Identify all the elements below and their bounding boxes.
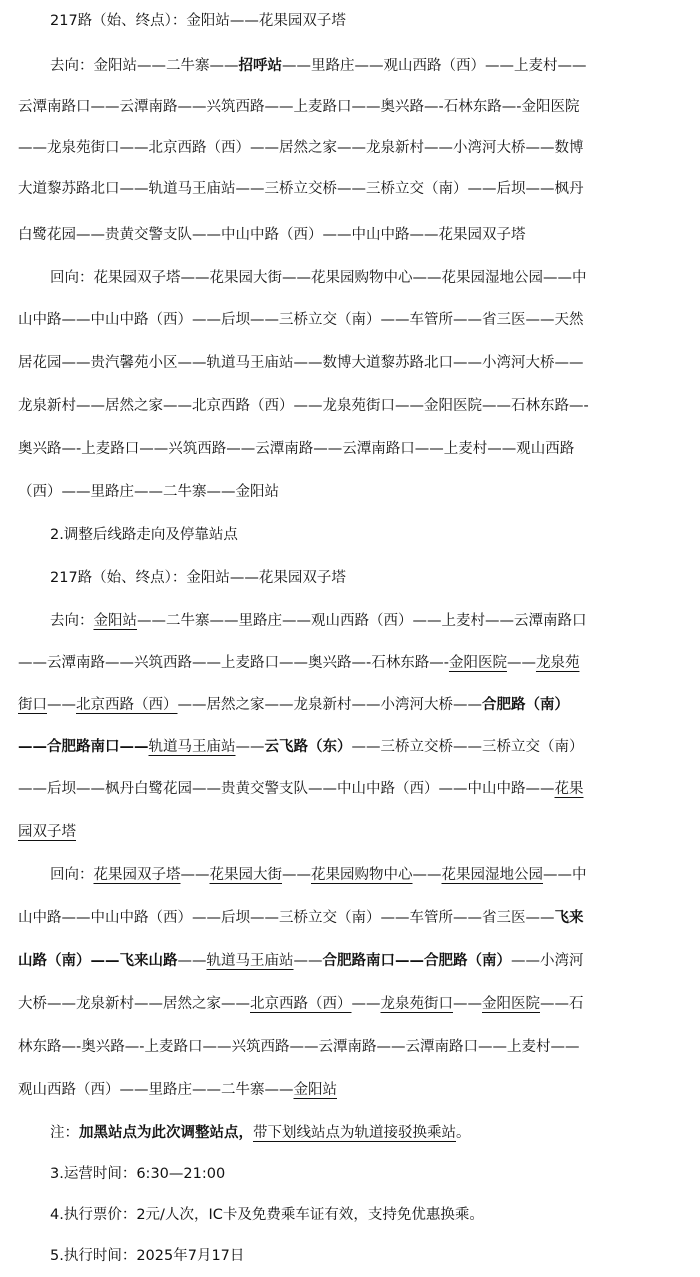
rail-transfer-stop: 花果园双子塔 xyxy=(93,867,181,883)
rail-transfer-stop: 园双子塔 xyxy=(18,824,76,840)
rail-transfer-stop: 街口 xyxy=(18,697,47,713)
after-route-title: 217路（始、终点）：金阳站——花果园双子塔 xyxy=(50,570,346,586)
after-return-line-3: 山路（南）——飞来山路——轨道马王庙站——合肥路南口——合肥路（南）——小湾河 xyxy=(18,953,584,969)
rail-transfer-stop: 金阳站 xyxy=(93,613,137,629)
after-return-line-4: 大桥——龙泉新村——居然之家——北京西路（西）——龙泉苑街口——金阳医院——石 xyxy=(18,996,584,1012)
rail-transfer-stop: 金阳站 xyxy=(293,1082,337,1098)
before-outbound-line-4: 大道黎苏路北口——轨道马王庙站——三桥立交桥——三桥立交（南）——后坝——枫丹 xyxy=(18,181,584,197)
rail-transfer-stop: 花果园大街 xyxy=(209,867,282,883)
before-outbound-line-5: 白鹭花园——贵黄交警支队——中山中路（西）——中山中路——花果园双子塔 xyxy=(18,227,526,243)
adjusted-stop: 合肥路（南） xyxy=(482,697,569,713)
before-return-line-5: 奥兴路—-上麦路口——兴筑西路——云潭南路——云潭南路口——上麦村——观山西路 xyxy=(18,441,575,457)
after-return-line-5: 林东路—-奥兴路—-上麦路口——兴筑西路——云潭南路——云潭南路口——上麦村—— xyxy=(18,1039,580,1055)
adjusted-stop: 合肥路南口——合肥路（南） xyxy=(322,953,511,969)
fare-info: 4.执行票价：2元/人次，IC卡及免费乘车证有效，支持免优惠换乘。 xyxy=(50,1207,484,1223)
legend-bold-explanation: 加黑站点为此次调整站点， xyxy=(79,1125,253,1141)
rail-transfer-stop: 花果 xyxy=(554,781,584,797)
operating-hours: 3.运营时间：6:30—21:00 xyxy=(50,1166,226,1182)
legend-note: 注：加黑站点为此次调整站点，带下划线站点为轨道接驳换乘站。 xyxy=(50,1125,471,1141)
section-2-heading: 2.调整后线路走向及停靠站点 xyxy=(50,527,238,543)
rail-transfer-stop: 轨道马王庙站 xyxy=(148,739,236,755)
after-outbound-line-5: ——后坝——枫丹白鹭花园——贵黄交警支队——中山中路（西）——中山中路——花果 xyxy=(18,781,584,797)
rail-transfer-stop: 北京西路（西） xyxy=(76,697,178,713)
adjusted-stop: 山路（南）——飞来山路 xyxy=(18,953,178,969)
after-outbound-line-2: ——云潭南路——兴筑西路——上麦路口——奥兴路—-石林东路—-金阳医院——龙泉苑 xyxy=(18,655,580,671)
rail-transfer-stop: 轨道马王庙站 xyxy=(206,953,294,969)
after-return-line-2: 山中路——中山中路（西）——后坝——三桥立交（南）——车管所——省三医——飞来 xyxy=(18,910,584,926)
before-return-line-4: 龙泉新村——居然之家——北京西路（西）——龙泉苑街口——金阳医院——石林东路—- xyxy=(18,398,589,414)
after-outbound-line-3: 街口——北京西路（西）——居然之家——龙泉新村——小湾河大桥——合肥路（南） xyxy=(18,697,569,713)
adjusted-stop: ——合肥路南口—— xyxy=(18,739,149,755)
adjusted-stop: 云飞路（东） xyxy=(264,739,352,755)
legend-underline-explanation: 带下划线站点为轨道接驳换乘站 xyxy=(253,1125,456,1141)
before-outbound-line-1: 去向：金阳站——二牛寨——招呼站——里路庄——观山西路（西）——上麦村—— xyxy=(50,58,587,74)
after-outbound-line-1: 去向：金阳站——二牛寨——里路庄——观山西路（西）——上麦村——云潭南路口 xyxy=(50,613,587,629)
rail-transfer-stop: 龙泉苑街口 xyxy=(380,996,453,1012)
adjusted-stop: 飞来 xyxy=(554,910,584,926)
before-return-line-3: 居花园——贵汽馨苑小区——轨道马王庙站——数博大道黎苏路北口——小湾河大桥—— xyxy=(18,355,584,371)
before-route-title: 217路（始、终点）：金阳站——花果园双子塔 xyxy=(50,13,346,29)
before-return-line-6: （西）——里路庄——二牛寨——金阳站 xyxy=(18,484,279,500)
rail-transfer-stop: 花果园购物中心 xyxy=(311,867,413,883)
effective-date: 5.执行时间：2025年7月17日 xyxy=(50,1248,245,1264)
before-return-line-1: 回向：花果园双子塔——花果园大街——花果园购物中心——花果园湿地公园——中 xyxy=(50,270,587,286)
before-return-line-2: 山中路——中山中路（西）——后坝——三桥立交（南）——车管所——省三医——天然 xyxy=(18,312,584,328)
rail-transfer-stop: 金阳医院 xyxy=(482,996,540,1012)
after-return-line-1: 回向：花果园双子塔——花果园大街——花果园购物中心——花果园湿地公园——中 xyxy=(50,867,587,883)
before-outbound-line-3: ——龙泉苑街口——北京西路（西）——居然之家——龙泉新村——小湾河大桥——数博 xyxy=(18,140,584,156)
after-return-line-6: 观山西路（西）——里路庄——二牛寨——金阳站 xyxy=(18,1082,337,1098)
rail-transfer-stop: 花果园湿地公园 xyxy=(441,867,543,883)
rail-transfer-stop: 金阳医院 xyxy=(448,655,507,671)
rail-transfer-stop: 北京西路（西） xyxy=(250,996,352,1012)
rail-transfer-stop: 龙泉苑 xyxy=(535,655,580,671)
before-outbound-line-2: 云潭南路口——云潭南路——兴筑西路——上麦路口——奥兴路—-石林东路—-金阳医院 xyxy=(18,99,580,115)
after-outbound-line-6 xyxy=(0,811,700,853)
after-outbound-line-4: ——合肥路南口——轨道马王庙站——云飞路（东）——三桥立交桥——三桥立交（南） xyxy=(18,739,584,755)
adjusted-stop: 招呼站 xyxy=(238,58,282,74)
